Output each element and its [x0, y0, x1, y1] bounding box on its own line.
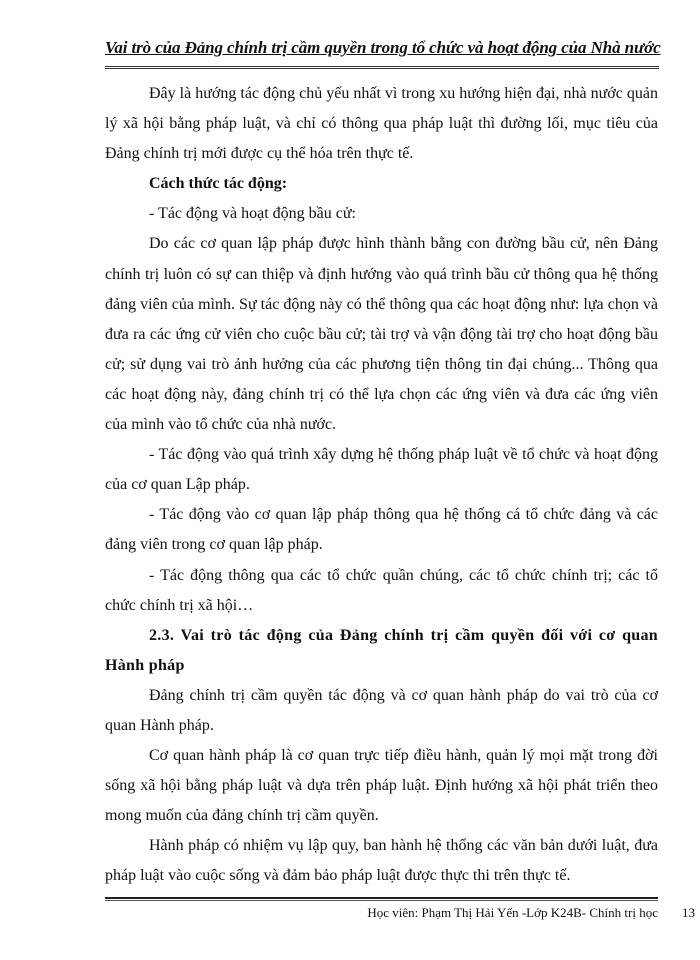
paragraph: Cơ quan hành pháp là cơ quan trực tiếp điều hành, quản lý mọi mặt trong đời sống xã hội bằng pháp luật và dựa trên pháp luật. Định hướng xã hội phát triển theo mong muốn của đảng chính trị cầm quyền. — [105, 747, 658, 825]
list-item: - Tác động vào cơ quan lập pháp thông qua hệ thống cá tổ chức đảng và các đảng viên trong cơ quan lập pháp. — [105, 506, 658, 554]
list-item: - Tác động và hoạt động bầu cử: — [149, 205, 356, 223]
document-body — [105, 79, 658, 892]
paragraph: Hành pháp có nhiệm vụ lập quy, ban hành hệ thống các văn bản dưới luật, đưa pháp luật vào cuộc sống và đảm bảo pháp luật được thực thi trên thực tế. — [105, 837, 658, 885]
header-divider — [105, 66, 659, 69]
section-heading: 2.3. Vai trò tác động của Đảng chính trị cầm quyền đối với cơ quan Hành pháp — [105, 626, 658, 674]
running-header-title: Vai trò của Đảng chính trị cầm quyền trong tổ chức và hoạt động của Nhà nước — [105, 38, 661, 57]
page-number: 13 — [682, 905, 695, 920]
list-item: - Tác động thông qua các tổ chức quần chúng, các tổ chức chính trị; các tổ chức chính trị xã hội… — [105, 566, 658, 614]
list-item: - Tác động vào quá trình xây dựng hệ thống pháp luật về tổ chức và hoạt động của cơ quan Lập pháp. — [105, 446, 658, 494]
footer-author-line: Học viên: Phạm Thị Hải Yến -Lớp K24B- Chính trị học — [367, 905, 658, 920]
paragraph: Do các cơ quan lập pháp được hình thành bằng con đường bầu cử, nên Đảng chính trị luôn có sự can thiệp và định hướng vào quá trình bầu cử thông qua hệ thống đảng viên của mình. Sự tác động này có thể thông qua các hoạt động như: lựa chọn và đưa ra các ứng cử viên cho cuộc bầu cử; tài trợ và vận động tài trợ cho hoạt động bầu cử; sử dụng vai trò ảnh hưởng của các phương tiện thông tin đại chúng... Thông qua các hoạt động này, đảng chính trị có thể lựa chọn các ứng viên và đưa các ứng viên của mình vào tổ chức của nhà nước. — [105, 235, 658, 434]
paragraph: Đảng chính trị cầm quyền tác động và cơ quan hành pháp do vai trò của cơ quan Hành pháp. — [105, 686, 658, 734]
subheading-methods: Cách thức tác động: — [149, 175, 288, 193]
footer-divider — [105, 897, 658, 901]
paragraph: Đây là hướng tác động chủ yếu nhất vì trong xu hướng hiện đại, nhà nước quản lý xã hội bằng pháp luật, và chỉ có thông qua pháp luật thì đường lối, mục tiêu của Đảng chính trị mới được cụ thể hóa trên thực tế. — [105, 85, 658, 163]
